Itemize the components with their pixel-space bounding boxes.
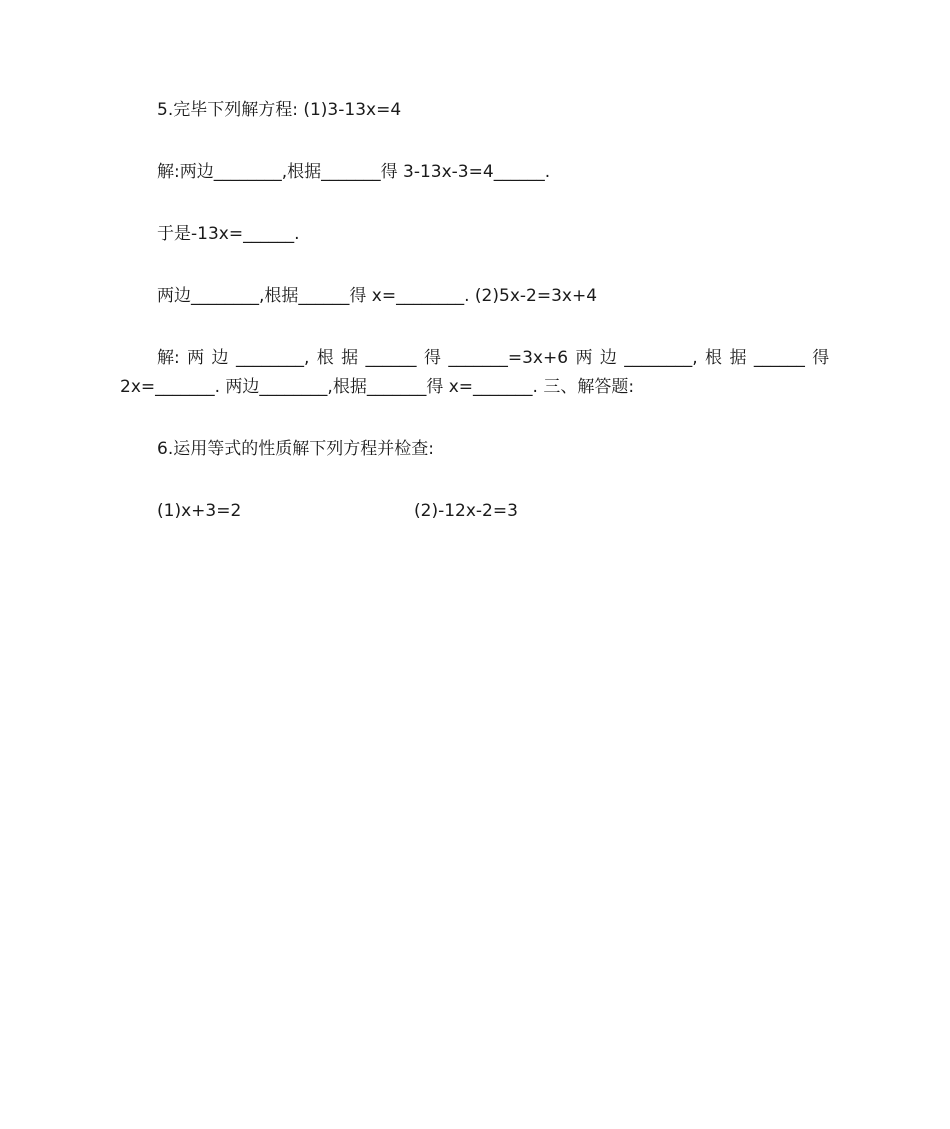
question-6-part-2: (2)-12x-2=3 [414,501,518,521]
question-5-step-2: 于是-13x=______. [157,224,300,244]
question-5-step-3: 两边________,根据______得 x=________. (2)5x-2=3x+4 [157,286,598,306]
question-5-part-2-step-1: 解: 两 边 ________, 根 据 ______ 得 _______=3x+6 两 边 ________, 根 据 ______ 得 [157,348,830,368]
question-6-part-1: (1)x+3=2 [157,501,242,521]
question-6-heading: 6.运用等式的性质解下列方程并检查: [157,439,434,459]
question-5-part-2-step-2: 2x=_______. 两边________,根据_______得 x=_______. 三、解答题: [120,377,635,397]
question-5-heading: 5.完毕下列解方程: (1)3-13x=4 [157,100,402,120]
question-5-step-1: 解:两边________,根据_______得 3-13x-3=4______. [157,162,551,182]
